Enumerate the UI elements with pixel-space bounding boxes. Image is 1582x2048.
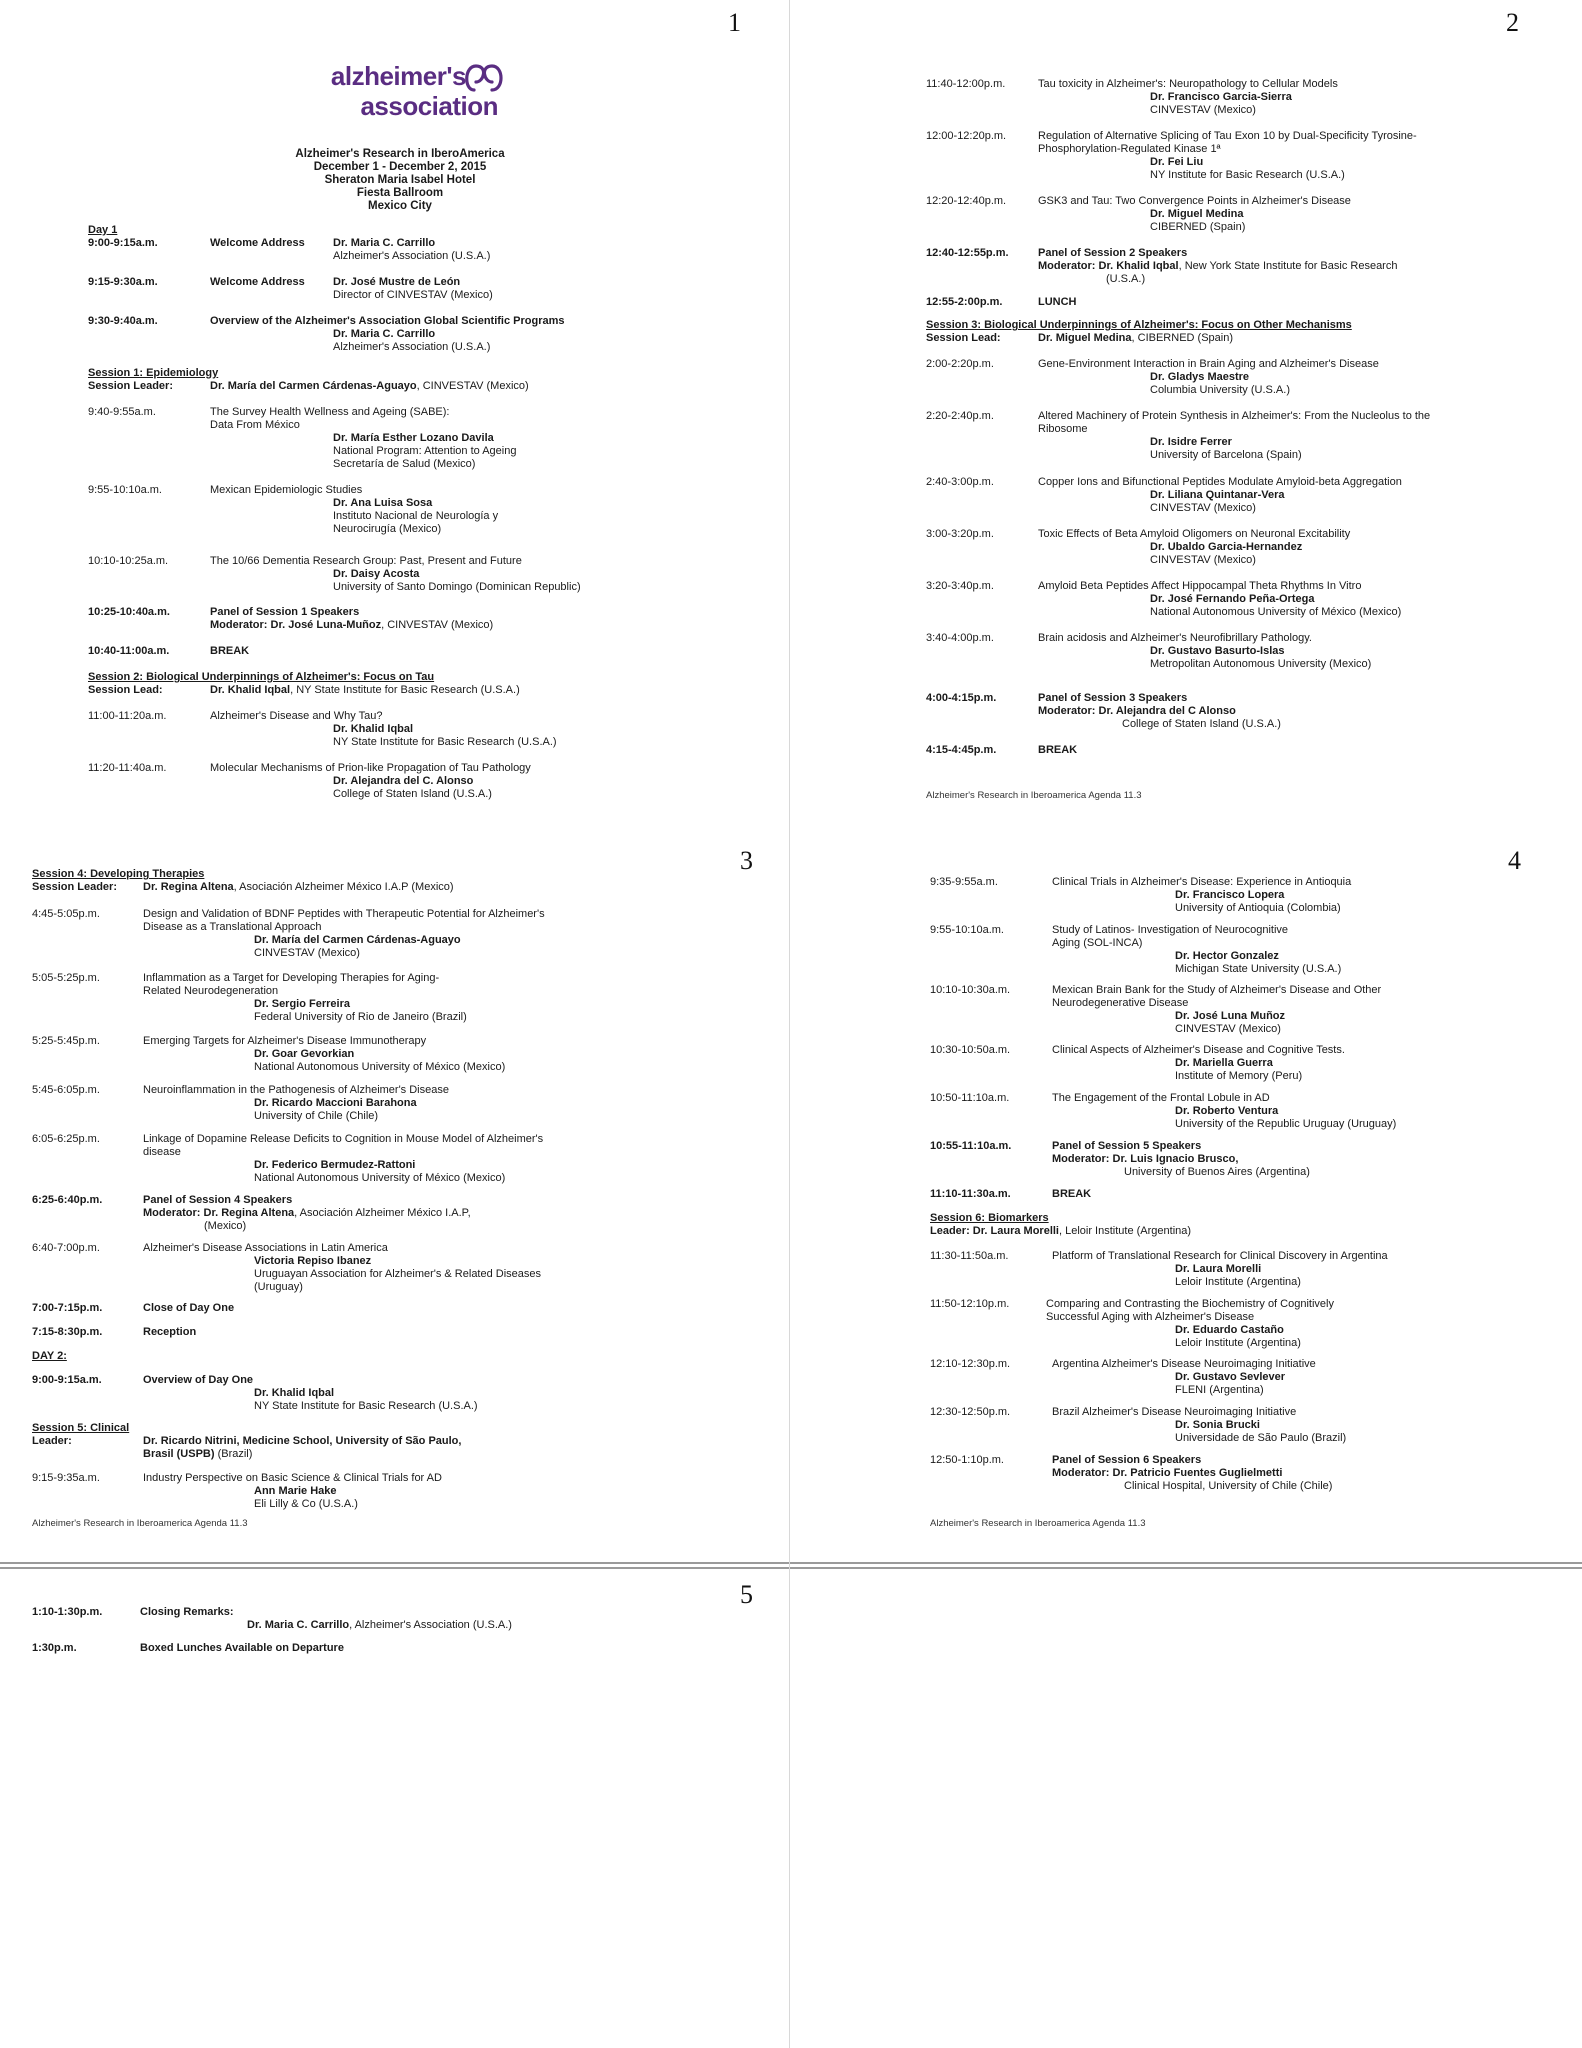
page-number: 2 [1506, 8, 1519, 37]
logo-mark-icon [462, 56, 506, 100]
event-hotel: Sheraton Maria Isabel Hotel [324, 174, 476, 186]
page-column-divider [789, 0, 790, 2048]
session-heading: Session 2: Biological Underpinnings of Alzheimer's: Focus on Tau [88, 671, 435, 683]
page-5: 5 1:10-1:30p.m. Closing Remarks: Dr. Maria C. Carrillo, Alzheimer's Association (U.S.A.) 1:30p.m. Boxed Lunches Available on Departure [0, 1572, 789, 2048]
logo-line2: association [360, 91, 498, 121]
logo-line1: alzheimer's [330, 61, 466, 91]
page-1: 1 alzheimer's association Alzheimer's Research in IberoAmerica December 1 - December 2, 2015 Sheraton Maria Isabel Hotel Fiesta Ballroom Mexico City Day 1 9:00-9:15a.m. Welcome Address Dr. Maria C. Carrillo Alzheimer's Association (U.S.A.) 9:15-9:30a.m. Welcome Address Dr. José Mustre de León Director of CINVESTAV (Mexico) 9:30-9:40a.m. Overview of the Alzheimer's Association Global Scientific Programs Dr. Maria C. Carrillo Alzheimer's Association (U.S.A.) Session 1: Epidemiology Session Leader: Dr. María del Carmen Cárdenas-Aguayo, CINVESTAV (Mexico) 9:40-9:55a.m. The Survey Health Wellness and Ageing (SABE): Data From México Dr. María Esther Lozano Davila National Program: Attention to Ageing Secretaría de Salud (Mexico) 9:55-10:10a.m. Mexican Epidemiologic Studies Dr. Ana Luisa Sosa Instituto Nacional de Neurología y Neurocirugía (Mexico) 10:10-10:25a.m. The 10/66 Dementia Research Group: Past, Present and Future Dr. Daisy Acosta University of Santo Domingo (Dominican Republic) 10:25-10:40a.m. Panel of Session 1 Speakers Moderator: Dr. José Luna-Muñoz, CINVESTAV (Mexico) 10:40-11:00a.m. BREAK Session 2: Biological Underpinnings of Alzheimer's: Focus on Tau Session Lead: Dr. Khalid Iqbal, NY State Institute for Basic Research (U.S.A.) 11:00-11:20a.m. Alzheimer's Disease and Why Tau? Dr. Khalid Iqbal NY State Institute for Basic Research (U.S.A.) 11:20-11:40a.m. Molecular Mechanisms of Prion-like Propagation of Tau Pathology Dr. Alejandra del C. Alonso College of Staten Island (U.S.A.) [0, 0, 789, 830]
day-heading: Day 1 [88, 224, 118, 236]
page-number: 5 [740, 1580, 753, 1609]
session-heading: Session 5: Clinical [32, 1422, 130, 1434]
session-heading: Session 4: Developing Therapies [32, 868, 205, 880]
page-number: 1 [728, 8, 741, 37]
page-footer: Alzheimer's Research in Iberoamerica Agenda 11.3 [926, 790, 1142, 801]
page-number: 3 [740, 846, 753, 875]
session-heading: Session 6: Biomarkers [930, 1212, 1049, 1224]
page-footer: Alzheimer's Research in Iberoamerica Agenda 11.3 [930, 1518, 1146, 1529]
event-title: Alzheimer's Research in IberoAmerica [295, 148, 505, 160]
page-2: 2 11:40-12:00p.m. Tau toxicity in Alzheimer's: Neuropathology to Cellular Models Dr. Francisco Garcia-Sierra CINVESTAV (Mexico) 12:00-12:20p.m. Regulation of Alternative Splicing of Tau Exon 10 by Dual-Specificity Tyrosine- Phosphorylation-Regulated Kinase 1ª Dr. Fei Liu NY Institute for Basic Research (U.S.A.) 12:20-12:40p.m. GSK3 and Tau: Two Convergence Points in Alzheimer's Disease Dr. Miguel Medina CIBERNED (Spain) 12:40-12:55p.m. Panel of Session 2 Speakers Moderator: Dr. Khalid Iqbal, New York State Institute for Basic Research (U.S.A.) 12:55-2:00p.m. LUNCH Session 3: Biological Underpinnings of Alzheimer's: Focus on Other Mechanisms Session Lead: Dr. Miguel Medina, CIBERNED (Spain) 2:00-2:20p.m. Gene-Environment Interaction in Brain Aging and Alzheimer's Disease Dr. Gladys Maestre Columbia University (U.S.A.) 2:20-2:40p.m. Altered Machinery of Protein Synthesis in Alzheimer's: From the Nucleolus to the Ribosome Dr. Isidre Ferrer University of Barcelona (Spain) 2:40-3:00p.m. Copper Ions and Bifunctional Peptides Modulate Amyloid-beta Aggregation Dr. Liliana Quintanar-Vera CINVESTAV (Mexico) 3:00-3:20p.m. Toxic Effects of Beta Amyloid Oligomers on Neuronal Excitability Dr. Ubaldo Garcia-Hernandez CINVESTAV (Mexico) 3:20-3:40p.m. Amyloid Beta Peptides Affect Hippocampal Theta Rhythms In Vitro Dr. José Fernando Peña-Ortega National Autonomous University of México (Mexico) 3:40-4:00p.m. Brain acidosis and Alzheimer's Neurofibrillary Pathology. Dr. Gustavo Basurto-Islas Metropolitan Autonomous University (Mexico) 4:00-4:15p.m. Panel of Session 3 Speakers Moderator: Dr. Alejandra del C Alonso College of Staten Island (U.S.A.) 4:15-4:45p.m. BREAK Alzheimer's Research in Iberoamerica Agenda 11.3 [790, 0, 1582, 830]
page-footer: Alzheimer's Research in Iberoamerica Agenda 11.3 [32, 1518, 248, 1529]
event-dates: December 1 - December 2, 2015 [313, 161, 487, 173]
page-separator [0, 1562, 1582, 1564]
page-4: 4 9:35-9:55a.m. Clinical Trials in Alzheimer's Disease: Experience in Antioquia Dr. Francisco Lopera University of Antioquia (Colombia) 9:55-10:10a.m. Study of Latinos- Investigation of Neurocognitive Aging (SOL-INCA) Dr. Hector Gonzalez Michigan State University (U.S.A.) 10:10-10:30a.m. Mexican Brain Bank for the Study of Alzheimer's Disease and Other Neurodegenerative Disease Dr. José Luna Muñoz CINVESTAV (Mexico) 10:30-10:50a.m. Clinical Aspects of Alzheimer's Disease and Cognitive Tests. Dr. Mariella Guerra Institute of Memory (Peru) 10:50-11:10a.m. The Engagement of the Frontal Lobule in AD Dr. Roberto Ventura University of the Republic Uruguay (Uruguay) 10:55-11:10a.m. Panel of Session 5 Speakers Moderator: Dr. Luis Ignacio Brusco, University of Buenos Aires (Argentina) 11:10-11:30a.m. BREAK Session 6: Biomarkers Leader: Dr. Laura Morelli, Leloir Institute (Argentina) 11:30-11:50a.m. Platform of Translational Research for Clinical Discovery in Argentina Dr. Laura Morelli Leloir Institute (Argentina) 11:50-12:10p.m. Comparing and Contrasting the Biochemistry of Cognitively Successful Aging with Alzheimer's Disease Dr. Eduardo Castaño Leloir Institute (Argentina) 12:10-12:30p.m. Argentina Alzheimer's Disease Neuroimaging Initiative Dr. Gustavo Sevlever FLENI (Argentina) 12:30-12:50p.m. Brazil Alzheimer's Disease Neuroimaging Initiative Dr. Sonia Brucki Universidade de São Paulo (Brazil) 12:50-1:10p.m. Panel of Session 6 Speakers Moderator: Dr. Patricio Fuentes Guglielmetti Clinical Hospital, University of Chile (Chile) Alzheimer's Research in Iberoamerica Agenda 11.3 [790, 842, 1582, 1562]
event-room: Fiesta Ballroom [356, 187, 444, 199]
session-heading: Session 3: Biological Underpinnings of Alzheimer's: Focus on Other Mechanisms [926, 319, 1352, 331]
session-heading: Session 1: Epidemiology [88, 367, 219, 379]
alzheimers-association-logo [292, 54, 512, 126]
day-heading: DAY 2: [32, 1350, 67, 1362]
event-header [260, 148, 540, 213]
page-3: 3 Session 4: Developing Therapies Session Leader: Dr. Regina Altena, Asociación Alzheimer México I.A.P (Mexico) 4:45-5:05p.m. Design and Validation of BDNF Peptides with Therapeutic Potential for Alzheimer's Disease as a Translational Approach Dr. María del Carmen Cárdenas-Aguayo CINVESTAV (Mexico) 5:05-5:25p.m. Inflammation as a Target for Developing Therapies for Aging- Related Neurodegeneration Dr. Sergio Ferreira Federal University of Rio de Janeiro (Brazil) 5:25-5:45p.m. Emerging Targets for Alzheimer's Disease Immunotherapy Dr. Goar Gevorkian National Autonomous University of México (Mexico) 5:45-6:05p.m. Neuroinflammation in the Pathogenesis of Alzheimer's Disease Dr. Ricardo Maccioni Barahona University of Chile (Chile) 6:05-6:25p.m. Linkage of Dopamine Release Deficits to Cognition in Mouse Model of Alzheimer's disease Dr. Federico Bermudez-Rattoni National Autonomous University of México (Mexico) 6:25-6:40p.m. Panel of Session 4 Speakers Moderator: Dr. Regina Altena, Asociación Alzheimer México I.A.P, (Mexico) 6:40-7:00p.m. Alzheimer's Disease Associations in Latin America Victoria Repiso Ibanez Uruguayan Association for Alzheimer's & Related Diseases (Uruguay) 7:00-7:15p.m. Close of Day One 7:15-8:30p.m. Reception DAY 2: 9:00-9:15a.m. Overview of Day One Dr. Khalid Iqbal NY State Institute for Basic Research (U.S.A.) Session 5: Clinical Leader: Dr. Ricardo Nitrini, Medicine School, University of São Paulo, Brasil (USPB) (Brazil) 9:15-9:35a.m. Industry Perspective on Basic Science & Clinical Trials for AD Ann Marie Hake Eli Lilly & Co (U.S.A.) Alzheimer's Research in Iberoamerica Agenda 11.3 [0, 842, 789, 1562]
event-city: Mexico City [368, 200, 432, 212]
page-number: 4 [1508, 846, 1521, 875]
page-separator [0, 1567, 1582, 1569]
